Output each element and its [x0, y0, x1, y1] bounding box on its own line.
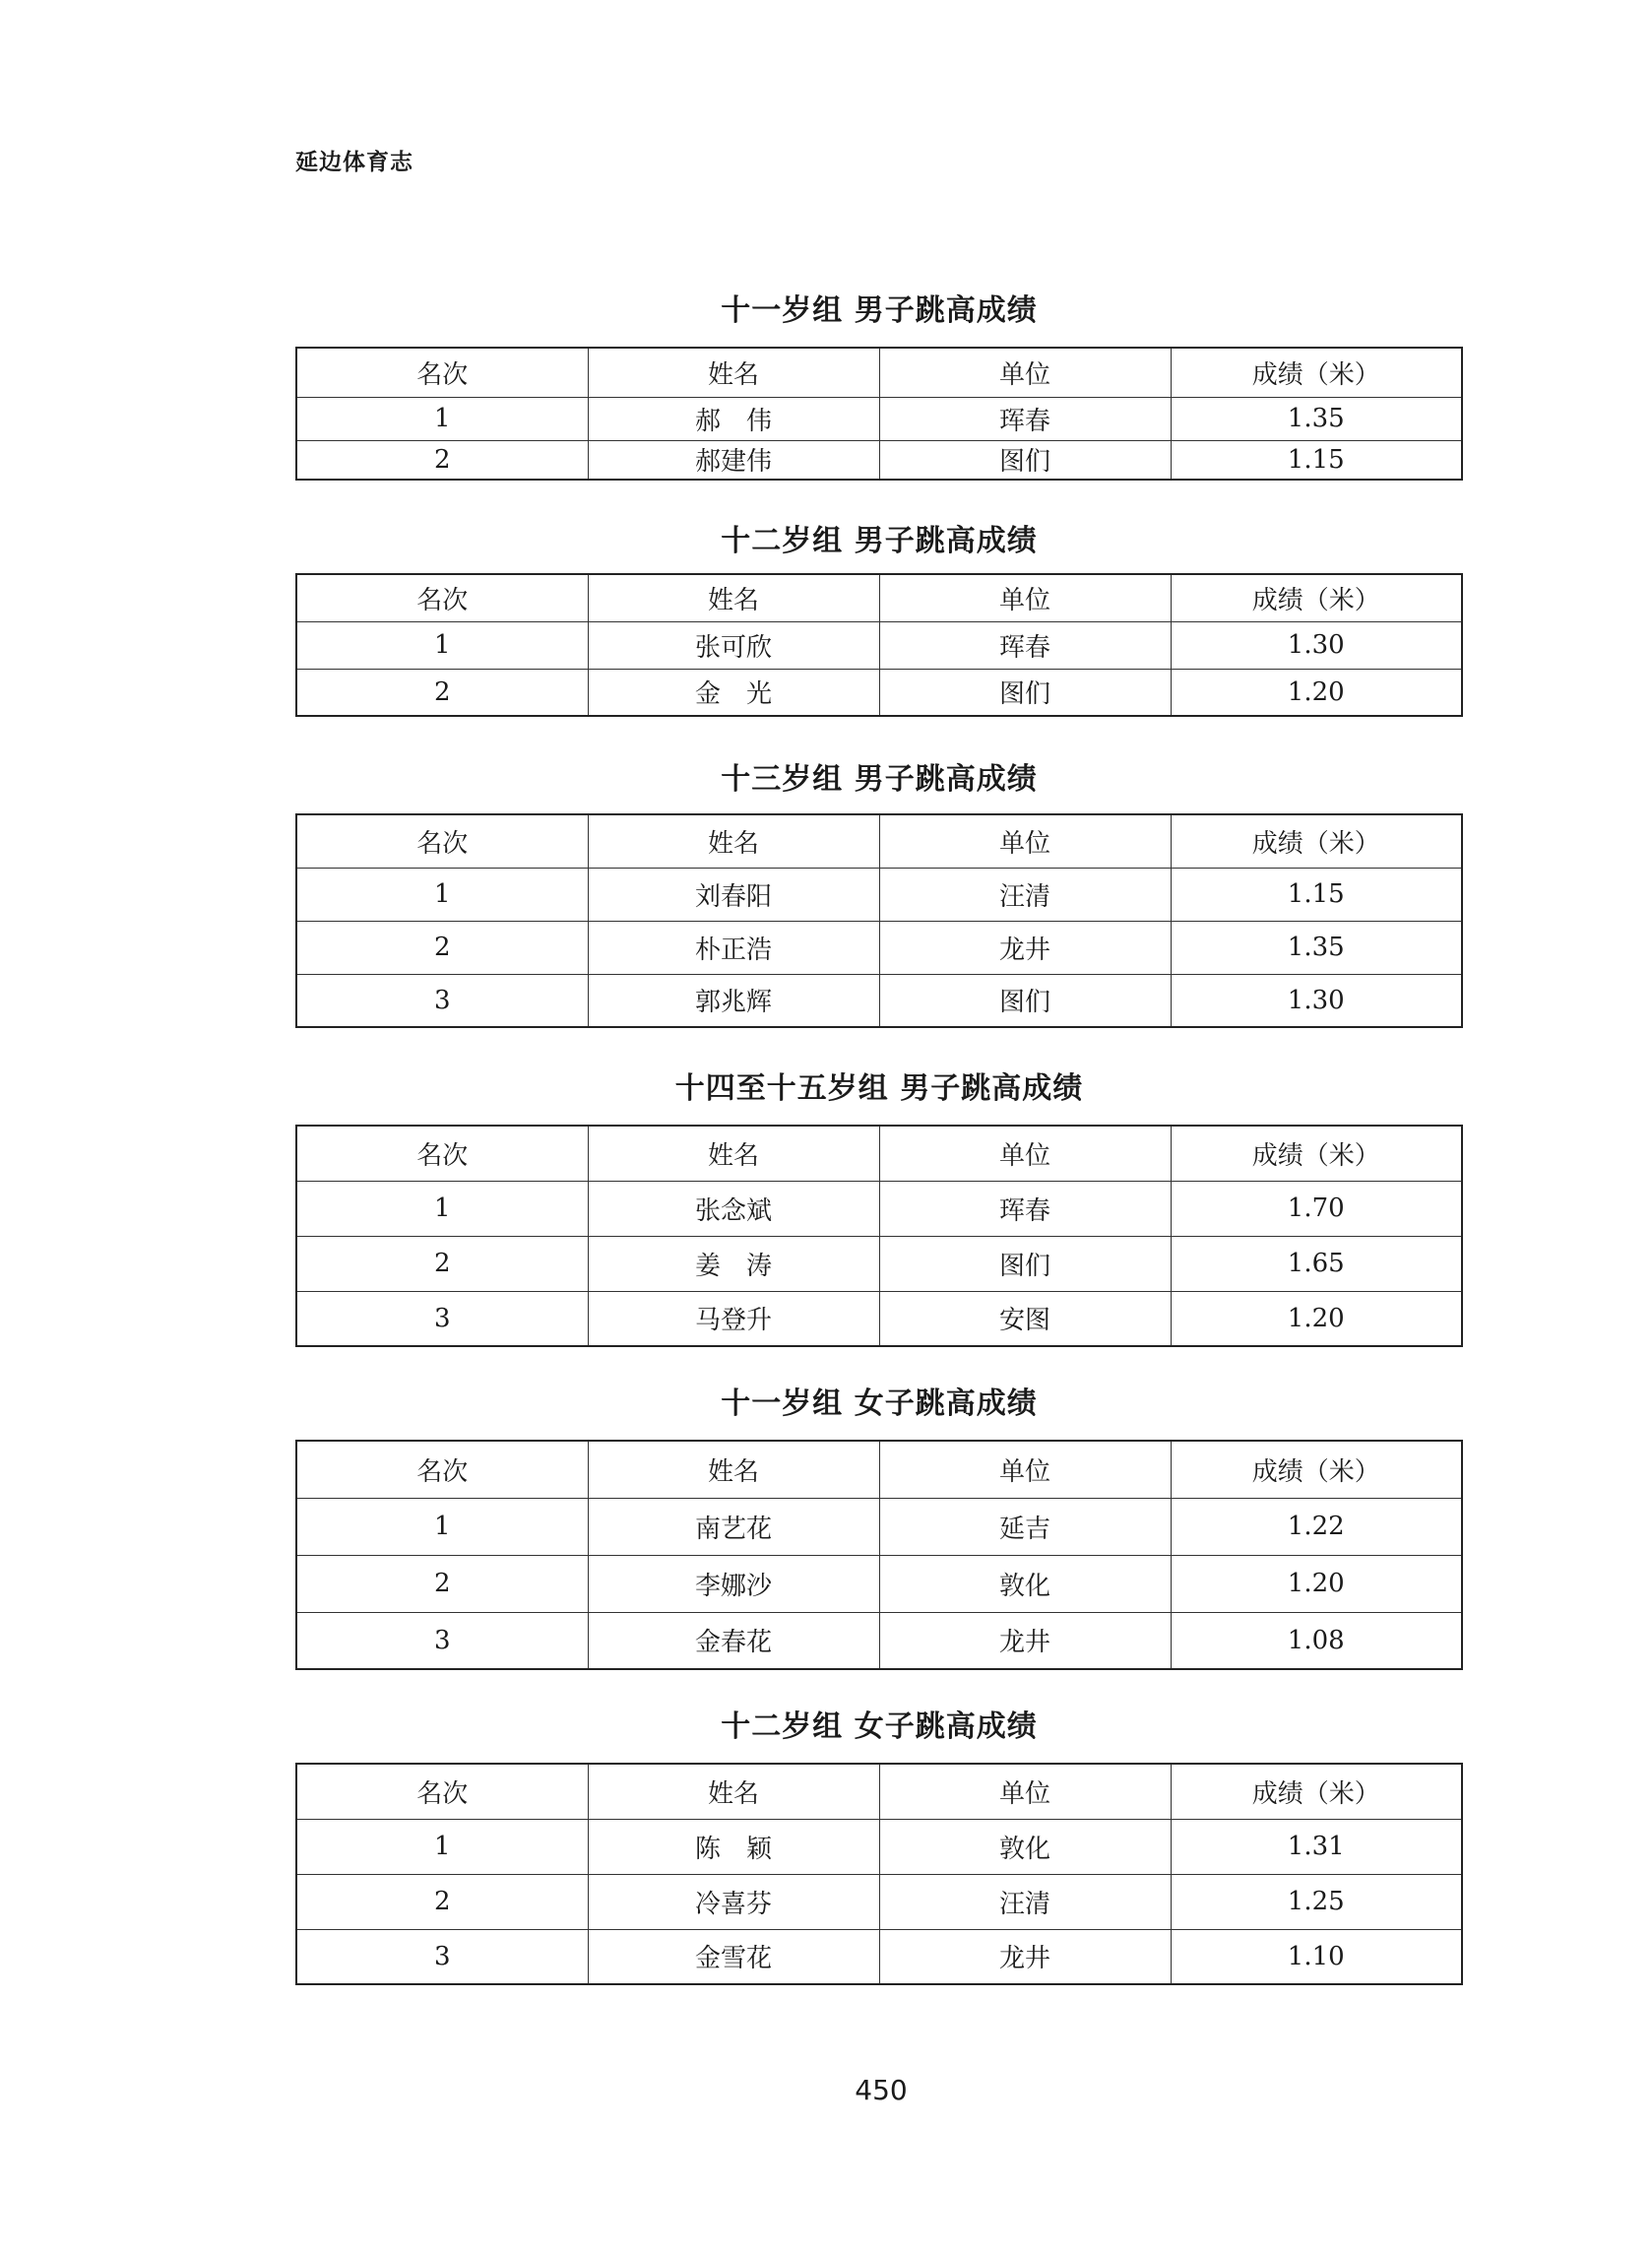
cell-name: 金 光	[588, 669, 879, 716]
results-table	[295, 1125, 1463, 1347]
table-row	[296, 397, 1462, 440]
cell-rank: 2	[296, 1555, 588, 1612]
cell-name: 陈 颖	[588, 1819, 879, 1874]
col-header-unit: 单位	[879, 574, 1171, 621]
cell-rank: 1	[296, 1181, 588, 1236]
col-header-rank: 名次	[296, 574, 588, 621]
cell-unit: 图们	[879, 1236, 1171, 1291]
cell-result: 1.08	[1171, 1612, 1462, 1669]
page-number: 450	[855, 2074, 908, 2106]
col-header-name: 姓名	[588, 574, 879, 621]
col-header-rank: 名次	[296, 348, 588, 397]
cell-unit: 延吉	[879, 1498, 1171, 1555]
cell-result: 1.20	[1171, 1555, 1462, 1612]
cell-name: 郭兆辉	[588, 974, 879, 1027]
results-section	[295, 1381, 1463, 1670]
results-table	[295, 1763, 1463, 1985]
cell-result: 1.30	[1171, 621, 1462, 669]
table-row	[296, 1498, 1462, 1555]
col-header-name: 姓名	[588, 348, 879, 397]
cell-unit: 汪清	[879, 868, 1171, 921]
table-row	[296, 440, 1462, 480]
cell-result: 1.30	[1171, 974, 1462, 1027]
col-header-name: 姓名	[588, 1126, 879, 1181]
col-header-result: 成绩（米）	[1171, 814, 1462, 868]
cell-rank: 2	[296, 440, 588, 480]
table-header-row	[296, 348, 1462, 397]
cell-name: 郝 伟	[588, 397, 879, 440]
table-header-row	[296, 1441, 1462, 1498]
table-row	[296, 1929, 1462, 1984]
cell-rank: 1	[296, 868, 588, 921]
table-row	[296, 1555, 1462, 1612]
results-section	[295, 756, 1463, 1028]
cell-result: 1.31	[1171, 1819, 1462, 1874]
cell-unit: 龙井	[879, 921, 1171, 974]
col-header-name: 姓名	[588, 814, 879, 868]
cell-unit: 敦化	[879, 1555, 1171, 1612]
col-header-result: 成绩（米）	[1171, 1126, 1462, 1181]
col-header-rank: 名次	[296, 1441, 588, 1498]
cell-result: 1.22	[1171, 1498, 1462, 1555]
table-header-row	[296, 1764, 1462, 1819]
table-row	[296, 1819, 1462, 1874]
cell-name: 郝建伟	[588, 440, 879, 480]
table-row	[296, 1236, 1462, 1291]
results-table	[295, 573, 1463, 717]
cell-unit: 安图	[879, 1291, 1171, 1346]
cell-result: 1.20	[1171, 1291, 1462, 1346]
cell-rank: 3	[296, 974, 588, 1027]
cell-result: 1.10	[1171, 1929, 1462, 1984]
cell-unit: 珲春	[879, 397, 1171, 440]
cell-rank: 2	[296, 1874, 588, 1929]
col-header-rank: 名次	[296, 1764, 588, 1819]
cell-rank: 1	[296, 397, 588, 440]
col-header-rank: 名次	[296, 1126, 588, 1181]
cell-unit: 敦化	[879, 1819, 1171, 1874]
col-header-unit: 单位	[879, 1126, 1171, 1181]
cell-name: 刘春阳	[588, 868, 879, 921]
cell-name: 南艺花	[588, 1498, 879, 1555]
results-section	[295, 1065, 1463, 1347]
col-header-name: 姓名	[588, 1441, 879, 1498]
cell-unit: 图们	[879, 669, 1171, 716]
col-header-result: 成绩（米）	[1171, 574, 1462, 621]
col-header-result: 成绩（米）	[1171, 1441, 1462, 1498]
table-row	[296, 1181, 1462, 1236]
cell-result: 1.15	[1171, 440, 1462, 480]
cell-name: 马登升	[588, 1291, 879, 1346]
cell-name: 冷喜芬	[588, 1874, 879, 1929]
results-table	[295, 347, 1463, 481]
col-header-unit: 单位	[879, 1764, 1171, 1819]
cell-unit: 图们	[879, 974, 1171, 1027]
cell-name: 金春花	[588, 1612, 879, 1669]
table-row	[296, 974, 1462, 1027]
col-header-result: 成绩（米）	[1171, 1764, 1462, 1819]
cell-rank: 2	[296, 1236, 588, 1291]
table-row	[296, 1291, 1462, 1346]
cell-unit: 珲春	[879, 1181, 1171, 1236]
cell-rank: 1	[296, 1498, 588, 1555]
results-section	[295, 1704, 1463, 1985]
cell-name: 张可欣	[588, 621, 879, 669]
section-title: 十三岁组 男子跳高成绩	[721, 762, 1038, 797]
results-section	[295, 518, 1463, 717]
cell-unit: 龙井	[879, 1929, 1171, 1984]
table-row	[296, 921, 1462, 974]
results-table	[295, 813, 1463, 1028]
table-row	[296, 669, 1462, 716]
col-header-unit: 单位	[879, 814, 1171, 868]
cell-result: 1.20	[1171, 669, 1462, 716]
cell-unit: 珲春	[879, 621, 1171, 669]
cell-name: 张念斌	[588, 1181, 879, 1236]
col-header-unit: 单位	[879, 1441, 1171, 1498]
col-header-result: 成绩（米）	[1171, 348, 1462, 397]
cell-name: 李娜沙	[588, 1555, 879, 1612]
cell-result: 1.35	[1171, 921, 1462, 974]
cell-result: 1.65	[1171, 1236, 1462, 1291]
cell-name: 朴正浩	[588, 921, 879, 974]
cell-unit: 龙井	[879, 1612, 1171, 1669]
cell-rank: 2	[296, 669, 588, 716]
cell-rank: 3	[296, 1929, 588, 1984]
cell-name: 金雪花	[588, 1929, 879, 1984]
cell-result: 1.25	[1171, 1874, 1462, 1929]
cell-rank: 1	[296, 1819, 588, 1874]
cell-rank: 3	[296, 1291, 588, 1346]
cell-name: 姜 涛	[588, 1236, 879, 1291]
section-title: 十四至十五岁组 男子跳高成绩	[674, 1071, 1084, 1106]
table-row	[296, 1612, 1462, 1669]
section-title: 十二岁组 男子跳高成绩	[721, 524, 1038, 558]
cell-result: 1.15	[1171, 868, 1462, 921]
col-header-rank: 名次	[296, 814, 588, 868]
table-row	[296, 1874, 1462, 1929]
col-header-name: 姓名	[588, 1764, 879, 1819]
cell-unit: 汪清	[879, 1874, 1171, 1929]
cell-result: 1.35	[1171, 397, 1462, 440]
section-title: 十二岁组 女子跳高成绩	[721, 1709, 1038, 1744]
cell-rank: 3	[296, 1612, 588, 1669]
table-header-row	[296, 814, 1462, 868]
cell-unit: 图们	[879, 440, 1171, 480]
table-row	[296, 868, 1462, 921]
cell-rank: 2	[296, 921, 588, 974]
table-row	[296, 621, 1462, 669]
cell-rank: 1	[296, 621, 588, 669]
section-title: 十一岁组 女子跳高成绩	[721, 1386, 1038, 1421]
results-section	[295, 288, 1463, 481]
table-header-row	[296, 1126, 1462, 1181]
col-header-unit: 单位	[879, 348, 1171, 397]
section-title: 十一岁组 男子跳高成绩	[721, 293, 1038, 328]
results-table	[295, 1440, 1463, 1670]
cell-result: 1.70	[1171, 1181, 1462, 1236]
table-header-row	[296, 574, 1462, 621]
running-header: 延边体育志	[295, 150, 413, 175]
